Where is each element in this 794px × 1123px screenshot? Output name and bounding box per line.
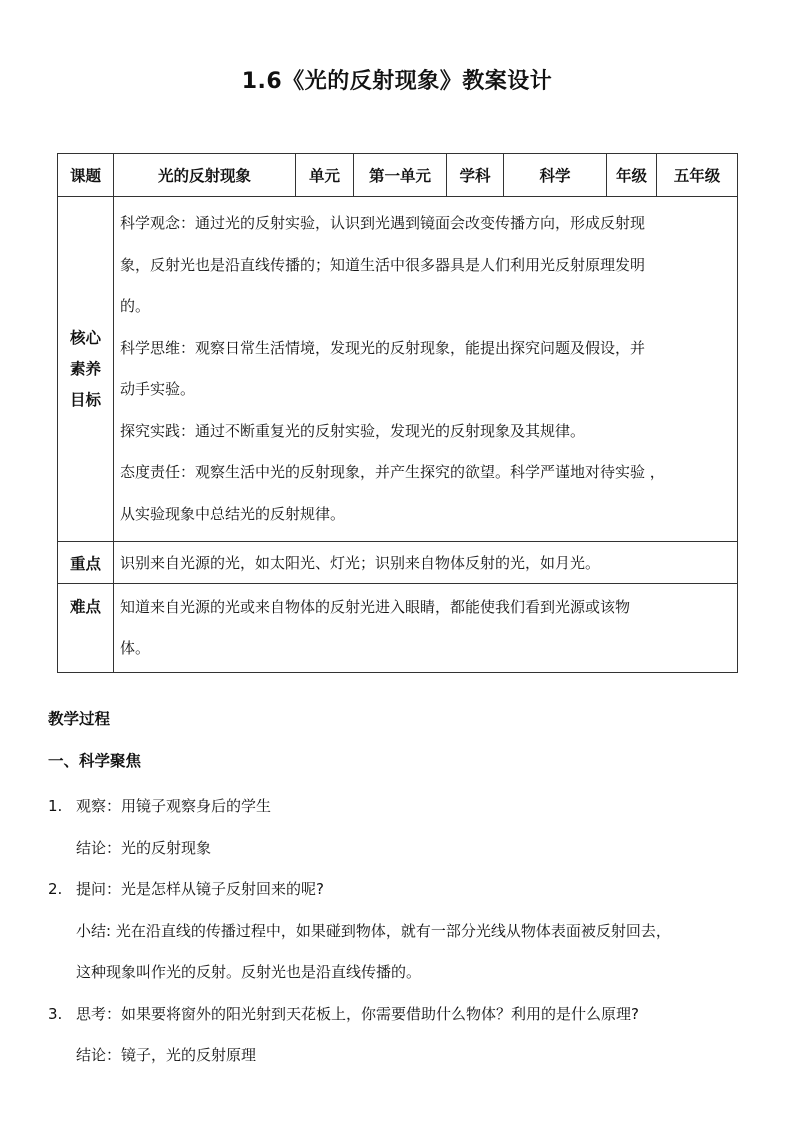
unit-value: 第一单元 [354, 154, 447, 197]
page-title: 1.6《光的反射现象》教案设计 [241, 69, 553, 94]
core-goal-line: 从实验现象中总结光的反射规律。 [120, 504, 346, 523]
step-number: 2. [48, 880, 63, 898]
process-heading: 教学过程 [48, 710, 111, 728]
table-header-row [58, 154, 738, 197]
core-goal-line: 科学思维：观察日常生活情境，发现光的反射现象，能提出探究问题及假设，并 [120, 338, 646, 357]
step-item [48, 786, 748, 869]
difficult-line: 体。 [120, 639, 151, 657]
core-goals-row [58, 197, 738, 542]
step-line: 思考：如果要将窗外的阳光射到天花板上，你需要借助什么物体？利用的是什么原理? [76, 1004, 639, 1023]
step-item [48, 869, 748, 994]
core-goals-label [58, 197, 114, 542]
core-goal-line: 动手实验。 [120, 380, 196, 398]
difficult-line: 知道来自光源的光或来自物体的反射光进入眼睛，都能使我们看到光源或该物 [120, 598, 631, 616]
difficult-point-content [114, 584, 738, 673]
core-label-line: 素养 [69, 359, 101, 378]
core-goal-line: 科学观念：通过光的反射实验，认识到光遇到镜面会改变传播方向，形成反射现 [120, 214, 646, 232]
grade-value: 五年级 [657, 154, 738, 197]
section-heading: 一、科学聚焦 [48, 752, 142, 770]
step-number: 3. [48, 1004, 63, 1023]
core-goal-line: 探究实践：通过不断重复光的反射实验，发现光的反射现象及其规律。 [120, 421, 586, 440]
teaching-process [48, 702, 748, 1077]
step-line: 这种现象叫作光的反射。反射光也是沿直线传播的。 [76, 963, 422, 981]
difficult-point-label: 难点 [58, 584, 114, 673]
core-goals-content [114, 197, 738, 542]
lesson-info-table [57, 153, 738, 673]
core-goal-line: 态度责任：观察生活中光的反射现象，并产生探究的欲望。科学严谨地对待实验 ， [120, 463, 665, 481]
core-label-line: 目标 [69, 390, 101, 409]
step-line: 结论：镜子，光的反射原理 [76, 1046, 257, 1064]
core-goal-line: 的。 [120, 297, 151, 315]
step-line: 小结: 光在沿直线的传播过程中，如果碰到物体，就有一部分光线从物体表面被反射回去， [76, 921, 671, 940]
step-line: 观察：用镜子观察身后的学生 [76, 797, 272, 815]
subject-value: 科学 [504, 154, 607, 197]
unit-label: 单元 [296, 154, 354, 197]
subject-label: 学科 [447, 154, 504, 197]
step-item [48, 994, 748, 1077]
topic-value: 光的反射现象 [114, 154, 296, 197]
core-label-line: 核心 [69, 328, 101, 347]
key-point-label: 重点 [58, 542, 114, 584]
grade-label: 年级 [607, 154, 657, 197]
step-number: 1. [48, 797, 63, 815]
topic-label: 课题 [58, 154, 114, 197]
step-line: 结论：光的反射现象 [76, 838, 212, 857]
difficult-point-row [58, 584, 738, 673]
key-point-text: 识别来自光源的光，如太阳光、灯光；识别来自物体反射的光，如月光。 [114, 542, 738, 584]
step-line: 提问：光是怎样从镜子反射回来的呢? [76, 880, 324, 898]
key-point-row [58, 542, 738, 584]
core-goal-line: 象，反射光也是沿直线传播的；知道生活中很多器具是人们利用光反射原理发明 [120, 255, 646, 274]
